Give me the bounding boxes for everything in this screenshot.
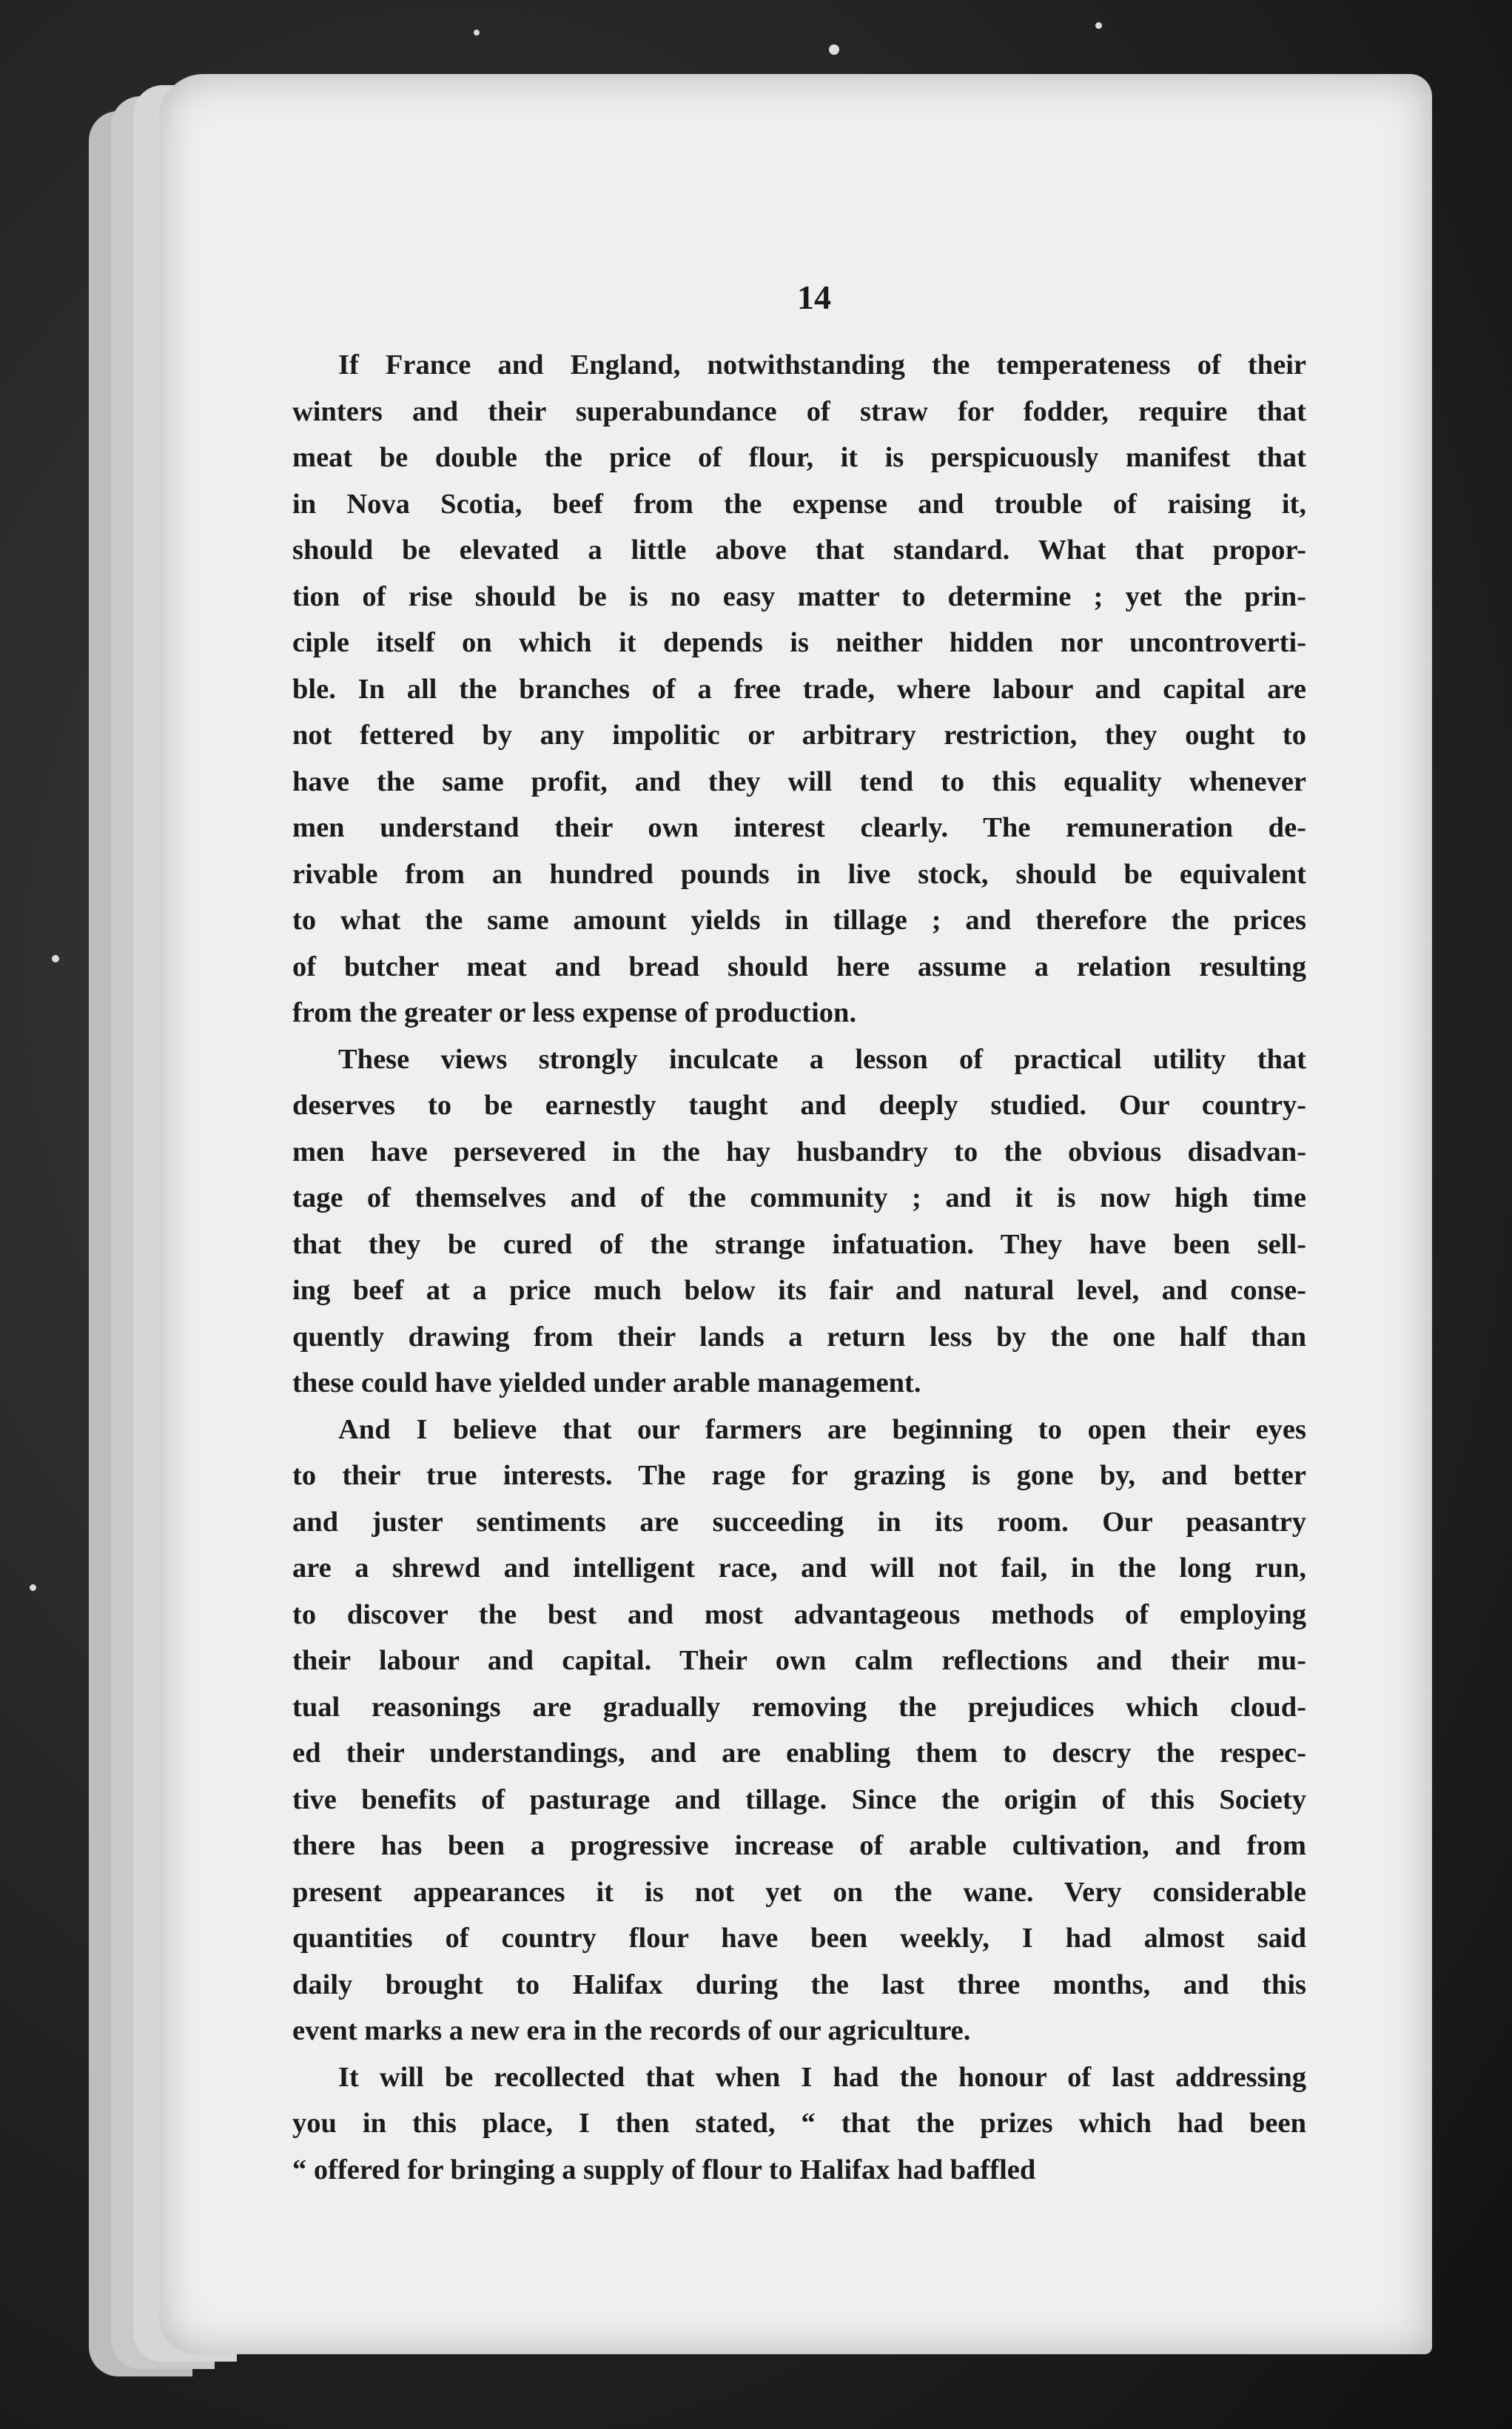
paragraph: [292, 342, 1306, 1036]
text-line: tage of themselves and of the community ; and it is now high time: [292, 1182, 1306, 1213]
text-line: and juster sentiments are succeeding in its room. Our peasantry: [292, 1506, 1306, 1538]
text-line: to their true interests. The rage for grazing is gone by, and better: [292, 1460, 1306, 1491]
text-line: “ offered for bringing a supply of flour to Halifax had baffled: [292, 2154, 1036, 2185]
text-line: If France and England, notwithstanding the temperateness of their: [338, 349, 1306, 381]
dust-speck: [1095, 22, 1102, 29]
text-line: ed their understandings, and are enabling them to descry the respec-: [292, 1738, 1306, 1769]
dust-speck: [52, 955, 59, 962]
text-line: tual reasonings are gradually removing the prejudices which cloud-: [292, 1691, 1306, 1723]
paragraph: [292, 1036, 1306, 1407]
text-line: men have persevered in the hay husbandry to the obvious disadvan-: [292, 1136, 1306, 1167]
text-line: you in this place, I then stated, “ that the prizes which had been: [292, 2108, 1306, 2139]
dust-speck: [474, 30, 480, 36]
text-line: to what the same amount yields in tillage ; and therefore the prices: [292, 905, 1306, 936]
text-line: quantities of country flour have been weekly, I had almost said: [292, 1923, 1306, 1954]
text-line: tion of rise should be is no easy matter to determine ; yet the prin-: [292, 580, 1306, 612]
text-line: their labour and capital. Their own calm reflections and their mu-: [292, 1645, 1306, 1676]
paragraph: [292, 1407, 1306, 2054]
text-line: these could have yielded under arable management.: [292, 1367, 921, 1398]
text-line: that they be cured of the strange infatuation. They have been sell-: [292, 1228, 1306, 1260]
text-line: ciple itself on which it depends is neither hidden nor uncontroverti-: [292, 627, 1306, 658]
text-line: not fettered by any impolitic or arbitrary restriction, they ought to: [292, 720, 1306, 751]
text-line: deserves to be earnestly taught and deeply studied. Our country-: [292, 1090, 1306, 1121]
text-line: ing beef at a price much below its fair and natural level, and conse-: [292, 1275, 1306, 1306]
text-line: meat be double the price of flour, it is perspicuously manifest that: [292, 442, 1306, 473]
text-line: there has been a progressive increase of arable cultivation, and from: [292, 1830, 1306, 1861]
text-line: event marks a new era in the records of our agriculture.: [292, 2015, 971, 2046]
text-line: of butcher meat and bread should here assume a relation resulting: [292, 951, 1306, 982]
text-line: from the greater or less expense of production.: [292, 997, 857, 1028]
text-line: present appearances it is not yet on the wane. Very considerable: [292, 1876, 1306, 1908]
text-line: quently drawing from their lands a return less by the one half than: [292, 1321, 1306, 1353]
text-line: winters and their superabundance of straw for fodder, require that: [292, 395, 1306, 427]
text-line: should be elevated a little above that standard. What that propor-: [292, 535, 1306, 566]
text-line: And I believe that our farmers are beginning to open their eyes: [338, 1413, 1306, 1445]
text-line: men understand their own interest clearly. The remuneration de-: [292, 812, 1306, 843]
text-line: in Nova Scotia, beef from the expense and trouble of raising it,: [292, 488, 1306, 520]
text-line: These views strongly inculcate a lesson of practical utility that: [338, 1043, 1306, 1075]
text-line: It will be recollected that when I had the honour of last addressing: [338, 2061, 1306, 2093]
text-line: have the same profit, and they will tend to this equality whenever: [292, 765, 1306, 797]
text-line: to discover the best and most advantageous methods of employing: [292, 1598, 1306, 1630]
dust-speck: [30, 1584, 36, 1591]
page-number: 14: [797, 278, 831, 316]
text-line: daily brought to Halifax during the last three months, and this: [292, 1969, 1306, 2000]
dust-speck: [829, 44, 839, 55]
text-line: tive benefits of pasturage and tillage. Since the origin of this Society: [292, 1783, 1306, 1815]
paragraph: [292, 2054, 1306, 2194]
text-line: ble. In all the branches of a free trade, where labour and capital are: [292, 673, 1306, 705]
text-line: are a shrewd and intelligent race, and will not fail, in the long run,: [292, 1552, 1306, 1584]
text-line: rivable from an hundred pounds in live stock, should be equivalent: [292, 858, 1306, 890]
body-text: [292, 342, 1306, 2193]
